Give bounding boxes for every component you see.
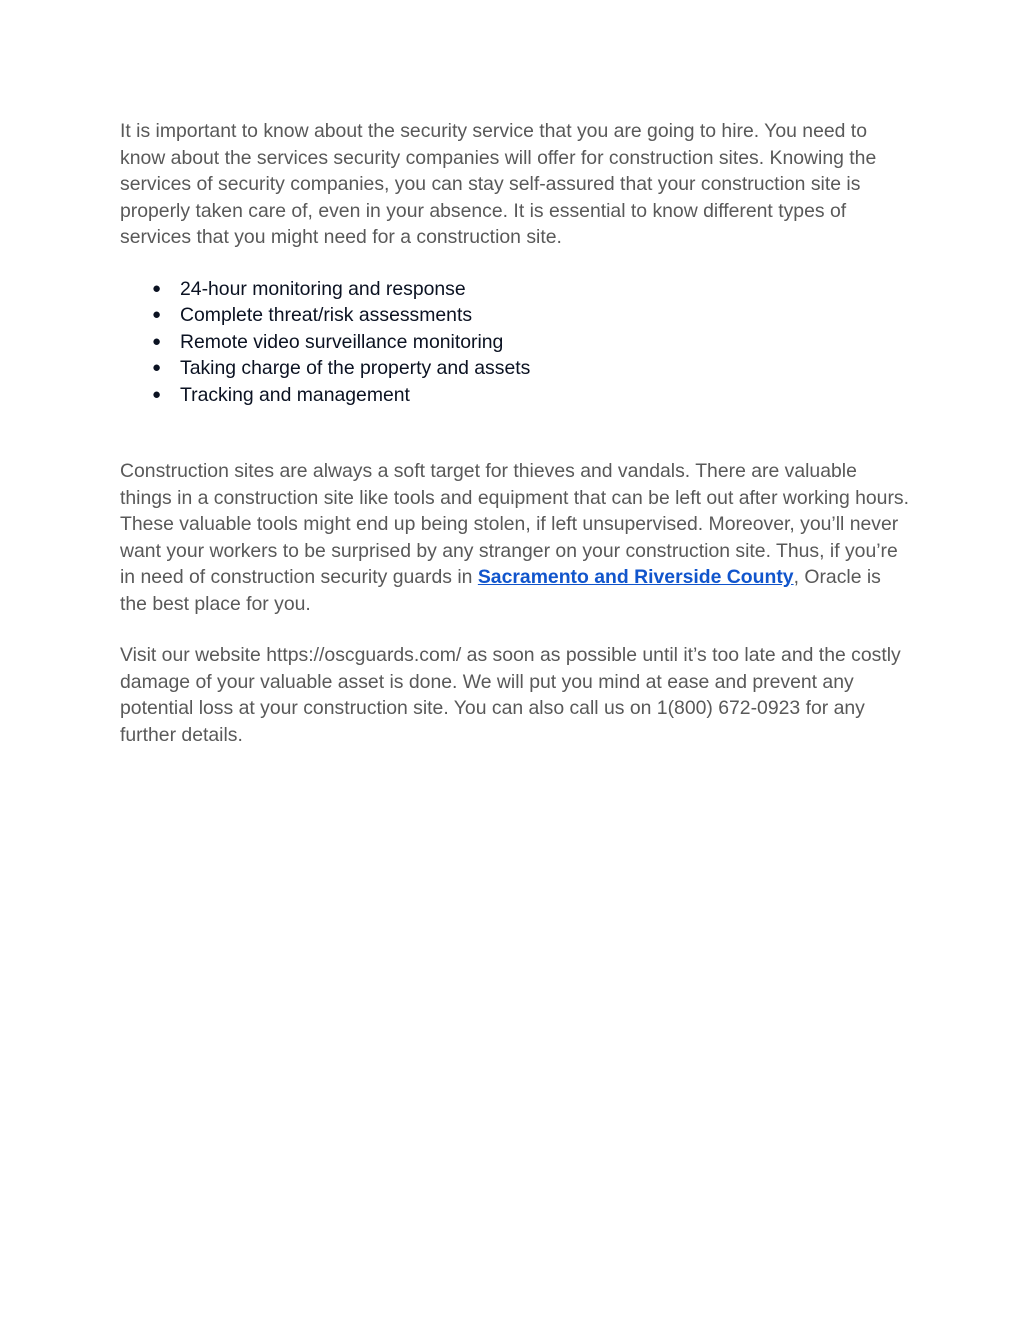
list-item-text: Taking charge of the property and assets [180,357,531,379]
second-paragraph-tail: , Oracle is the best place for you. [120,566,881,615]
document-page [120,118,910,748]
list-item [120,355,910,382]
list-item [120,382,910,409]
second-paragraph-text: Construction sites are always a soft target for thieves and vandals. There are valuable things in a construction site like tools and equipment that can be left out after working hours. These valuable tools might end up being stolen, if left unsupervised. Moreover, you’ll never want your workers to be surprised by any stranger on your construction site. Thus, if you’re in need of construction security guards in [120,460,910,588]
section-spacer [120,408,910,458]
closing-paragraph: Visit our website https://oscguards.com/ as soon as possible until it’s too late and the costly damage of your valuable asset is done. We will put you mind at ease and prevent any potential loss at your construction site. You can also call us on 1(800) 672-0923 for any further details. [120,644,901,746]
bullet-icon: ● [152,332,162,350]
second-paragraph [120,458,910,617]
bullet-icon: ● [152,279,162,297]
list-item-text: Remote video surveillance monitoring [180,330,504,353]
intro-paragraph: It is important to know about the security service that you are going to hire. You need to know about the services security companies will offer for construction sites. Knowing the services of security companies, you can stay self-assured that your construction site is properly taken care of, even in your absence. It is essential to know different types of services that you might need for a construction site. [120,120,877,248]
sacramento-riverside-link[interactable]: Sacramento and Riverside County [477,566,794,588]
bullet-icon: ● [152,385,162,403]
list-item-text: 24-hour monitoring and response [180,277,466,300]
bullet-icon: ● [152,359,162,376]
list-item-text: Tracking and management [180,383,410,406]
bullet-icon: ● [152,306,162,323]
list-item [120,302,910,329]
list-item [120,276,910,303]
list-item [120,329,910,356]
list-item-text: Complete threat/risk assessments [180,304,473,326]
services-list [120,276,910,409]
